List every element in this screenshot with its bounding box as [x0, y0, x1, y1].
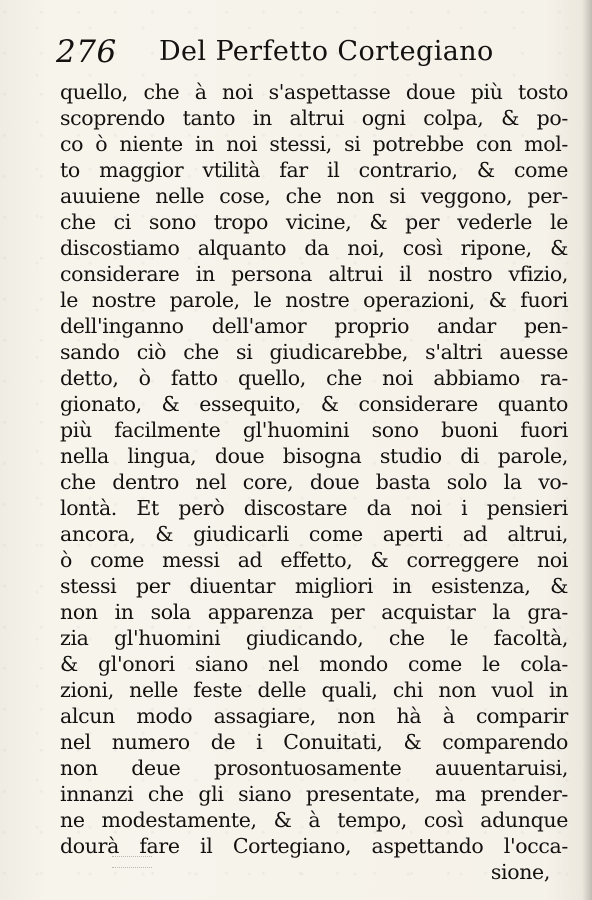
text-line: scoprendo tanto in altrui ogni colpa, & po-	[60, 106, 568, 130]
page-header	[56, 30, 566, 76]
text-line: che ci sono tropo vicine, & per vederle le	[60, 210, 568, 234]
page-edge-shadow	[582, 0, 592, 900]
text-line: lontà. Et però discostare da noi i pensieri	[60, 496, 568, 520]
page-number: 276	[56, 34, 117, 70]
text-line: zia gl'huomini giudicando, che le facoltà,	[60, 626, 568, 650]
text-line: nel numero de i Conuitati, & comparendo	[60, 730, 568, 754]
text-line: ancora, & giudicarli come aperti ad altrui,	[60, 522, 568, 546]
running-title: Del Perfetto Cortegiano	[159, 36, 494, 67]
text-line: le nostre parole, le nostre operazioni, & fuori	[60, 288, 568, 312]
faint-ornament	[112, 856, 152, 868]
text-line: considerare in persona altrui il nostro vfizio,	[60, 262, 568, 286]
text-line: stessi per diuentar migliori in esistenza, &	[60, 574, 568, 598]
text-line: non in sola apparenza per acquistar la gra-	[60, 600, 568, 624]
text-line: che dentro nel core, doue basta solo la vo-	[60, 470, 568, 494]
text-line: to maggior vtilità far il contrario, & come	[60, 158, 568, 182]
text-line: ò come messi ad effetto, & correggere noi	[60, 548, 568, 572]
text-line: alcun modo assagiare, non hà à comparir	[60, 704, 568, 728]
text-line: ne modestamente, & à tempo, così adunque	[60, 808, 568, 832]
text-line: discostiamo alquanto da noi, così ripone, &	[60, 236, 568, 260]
text-line: più facilmente gl'huomini sono buoni fuori	[60, 418, 568, 442]
text-line: co ò niente in noi stessi, si potrebbe con mol-	[60, 132, 568, 156]
text-line: auuiene nelle cose, che non si veggono, per-	[60, 184, 568, 208]
text-line: non deue prosontuosamente auuentaruisi,	[60, 756, 568, 780]
text-line: detto, ò fatto quello, che noi abbiamo ra-	[60, 366, 568, 390]
body-text	[60, 79, 568, 885]
text-line: nella lingua, doue bisogna studio di parole,	[60, 444, 568, 468]
text-line: dell'inganno dell'amor proprio andar pen-	[60, 314, 568, 338]
text-line: sando ciò che si giudicarebbe, s'altri auesse	[60, 340, 568, 364]
text-line: quello, che à noi s'aspettasse doue più tosto	[60, 80, 568, 104]
text-line: & gl'onori siano nel mondo come le cola-	[60, 652, 568, 676]
text-line: zioni, nelle feste delle quali, chi non vuol in	[60, 678, 568, 702]
text-line: dourà fare il Cortegiano, aspettando l'occa-	[60, 834, 568, 858]
text-line: innanzi che gli siano presentate, ma prender-	[60, 782, 568, 806]
text-line: gionato, & essequito, & considerare quanto	[60, 392, 568, 416]
text-line-last: sione,	[490, 860, 550, 884]
